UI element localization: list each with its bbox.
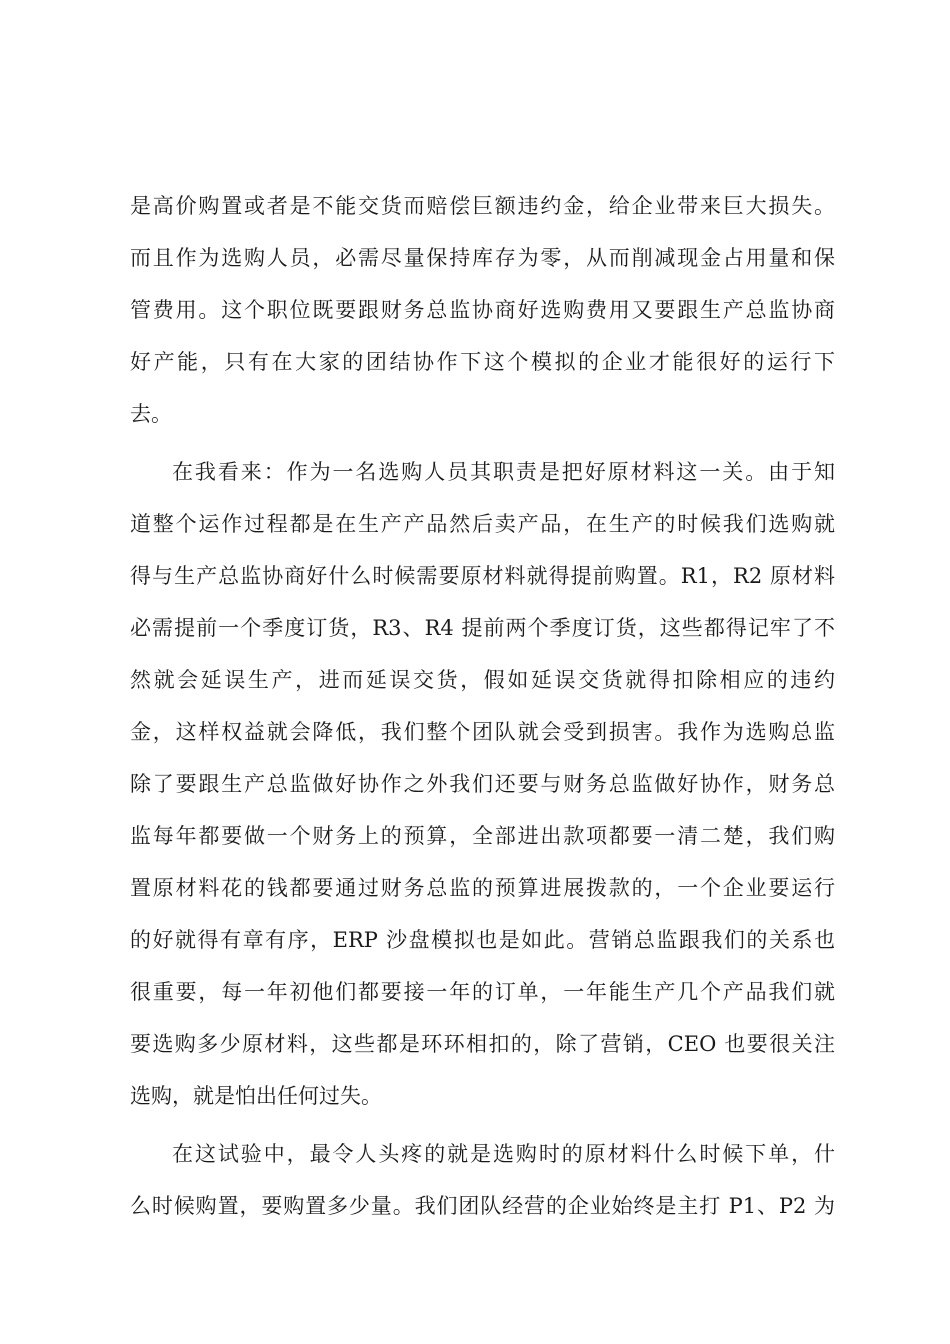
text-line: 的好就得有章有序，ERP 沙盘模拟也是如此。营销总监跟我们的关系也 — [130, 928, 835, 952]
text-line: 么时候购置，要购置多少量。我们团队经营的企业始终是主打 P1、P2 为 — [130, 1194, 835, 1218]
paragraph-2 — [130, 446, 835, 1122]
text-line: 是高价购置或者是不能交货而赔偿巨额违约金，给企业带来巨大损失。 — [130, 194, 835, 218]
text-line: 而且作为选购人员，必需尽量保持库存为零，从而削减现金占用量和保 — [130, 246, 835, 270]
text-line: 除了要跟生产总监做好协作之外我们还要与财务总监做好协作，财务总 — [130, 772, 835, 796]
text-line: 管费用。这个职位既要跟财务总监协商好选购费用又要跟生产总监协商 — [130, 298, 835, 322]
text-line: 道整个运作过程都是在生产产品然后卖产品，在生产的时候我们选购就 — [130, 512, 835, 536]
text-line: 在这试验中，最令人头疼的就是选购时的原材料什么时候下单，什 — [172, 1142, 835, 1166]
text-line: 选购，就是怕出任何过失。 — [130, 1084, 382, 1108]
text-line: 在我看来：作为一名选购人员其职责是把好原材料这一关。由于知 — [172, 460, 835, 484]
text-line: 监每年都要做一个财务上的预算，全部进出款项都要一清二楚，我们购 — [130, 824, 835, 848]
text-line: 很重要，每一年初他们都要接一年的订单，一年能生产几个产品我们就 — [130, 980, 835, 1004]
text-line: 去。 — [130, 402, 172, 426]
paragraph-1 — [130, 180, 835, 440]
text-line: 得与生产总监协商好什么时候需要原材料就得提前购置。R1，R2 原材料 — [130, 564, 835, 588]
text-line: 必需提前一个季度订货，R3、R4 提前两个季度订货，这些都得记牢了不 — [130, 616, 835, 640]
text-line: 置原材料花的钱都要通过财务总监的预算进展拨款的，一个企业要运行 — [130, 876, 835, 900]
document-page — [130, 180, 835, 1232]
text-line: 金，这样权益就会降低，我们整个团队就会受到损害。我作为选购总监 — [130, 720, 835, 744]
text-line: 要选购多少原材料，这些都是环环相扣的，除了营销，CEO 也要很关注 — [130, 1032, 835, 1056]
text-line: 然就会延误生产，进而延误交货，假如延误交货就得扣除相应的违约 — [130, 668, 835, 692]
text-line: 好产能，只有在大家的团结协作下这个模拟的企业才能很好的运行下 — [130, 350, 835, 374]
paragraph-3 — [130, 1128, 835, 1232]
